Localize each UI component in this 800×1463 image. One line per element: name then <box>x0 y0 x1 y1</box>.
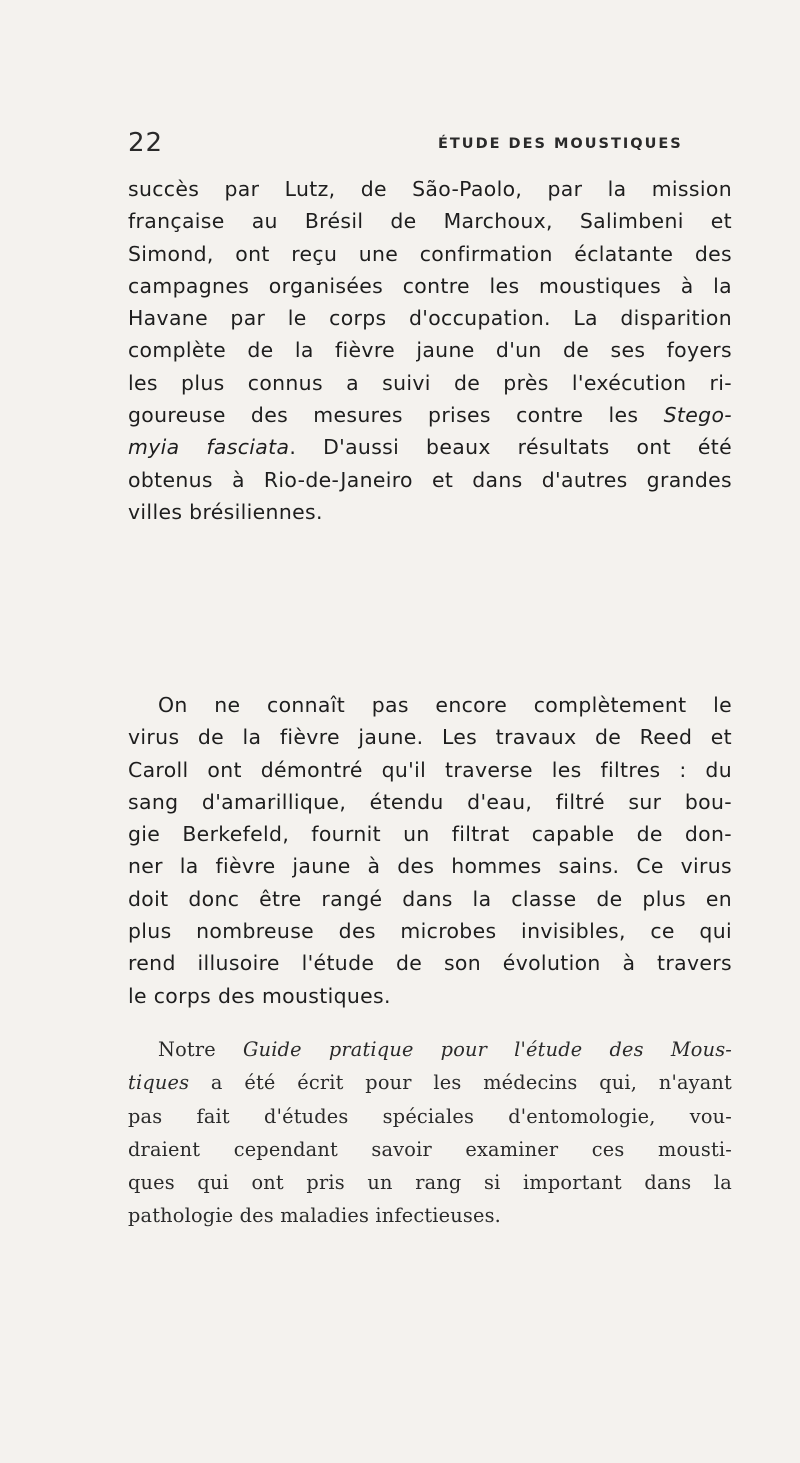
text-line: le corps des moustiques. <box>128 983 391 1008</box>
italic-species-name: myia fasciata <box>128 435 290 460</box>
text-line: française au Brésil de Marchoux, Salimbeni et <box>128 209 732 234</box>
text-line: draient cependant savoir examiner ces mousti- <box>128 1137 732 1161</box>
text-line: ques qui ont pris un rang si important dans la <box>128 1171 732 1195</box>
text-line: doit donc être rangé dans la classe de plus en <box>128 886 732 911</box>
text-line: plus nombreuse des microbes invisibles, ce qui <box>128 919 732 944</box>
text-line: villes brésiliennes. <box>128 499 323 524</box>
italic-book-title: Guide pratique pour l'étude des Mous- <box>242 1038 732 1061</box>
paragraph-2 <box>128 689 732 1012</box>
text-line: les plus connus a suivi de près l'exécution ri- <box>128 370 732 395</box>
text-run: goureuse des mesures prises contre les <box>128 403 664 428</box>
text-line: succès par Lutz, de São-Paolo, par la mission <box>128 177 732 201</box>
text-run: . D'aussi beaux résultats ont été <box>289 435 732 460</box>
text-line: pas fait d'études spéciales d'entomologie, vou- <box>128 1104 732 1128</box>
text-line: campagnes organisées contre les moustiques à la <box>128 273 732 298</box>
text-line: gie Berkefeld, fournit un filtrat capable de don- <box>128 822 732 847</box>
text-line: Simond, ont reçu une confirmation éclatante des <box>128 241 732 266</box>
text-line: On ne connaît pas encore complètement le <box>158 693 732 717</box>
text-run: Notre <box>158 1038 243 1061</box>
text-line: Caroll ont démontré qu'il traverse les filtres : du <box>128 757 732 782</box>
text-line: ner la fièvre jaune à des hommes sains. Ce virus <box>128 854 732 879</box>
text-line: sang d'amarillique, étendu d'eau, filtré sur bou- <box>128 789 732 814</box>
text-line <box>128 1066 732 1099</box>
text-line <box>128 431 732 463</box>
paragraph-1 <box>128 173 732 528</box>
text-run: a été écrit pour les médecins qui, n'ayant <box>189 1071 732 1095</box>
text-line <box>128 1033 732 1066</box>
text-line: rend illusoire l'étude de son évolution à travers <box>128 951 732 976</box>
text-line <box>128 399 732 431</box>
text-line: obtenus à Rio-de-Janeiro et dans d'autres grandes <box>128 467 732 492</box>
text-line: complète de la fièvre jaune d'un de ses foyers <box>128 338 732 363</box>
paragraph-3 <box>128 1033 732 1233</box>
running-head: ÉTUDE DES MOUSTIQUES <box>438 136 683 152</box>
italic-species-name: Stego- <box>663 403 732 428</box>
text-line: Havane par le corps d'occupation. La disparition <box>128 306 732 331</box>
page-number: 22 <box>128 128 164 158</box>
italic-book-title: tiques <box>128 1071 190 1095</box>
text-line: virus de la fièvre jaune. Les travaux de Reed et <box>128 725 732 750</box>
text-line: pathologie des maladies infectieuses. <box>128 1204 501 1228</box>
